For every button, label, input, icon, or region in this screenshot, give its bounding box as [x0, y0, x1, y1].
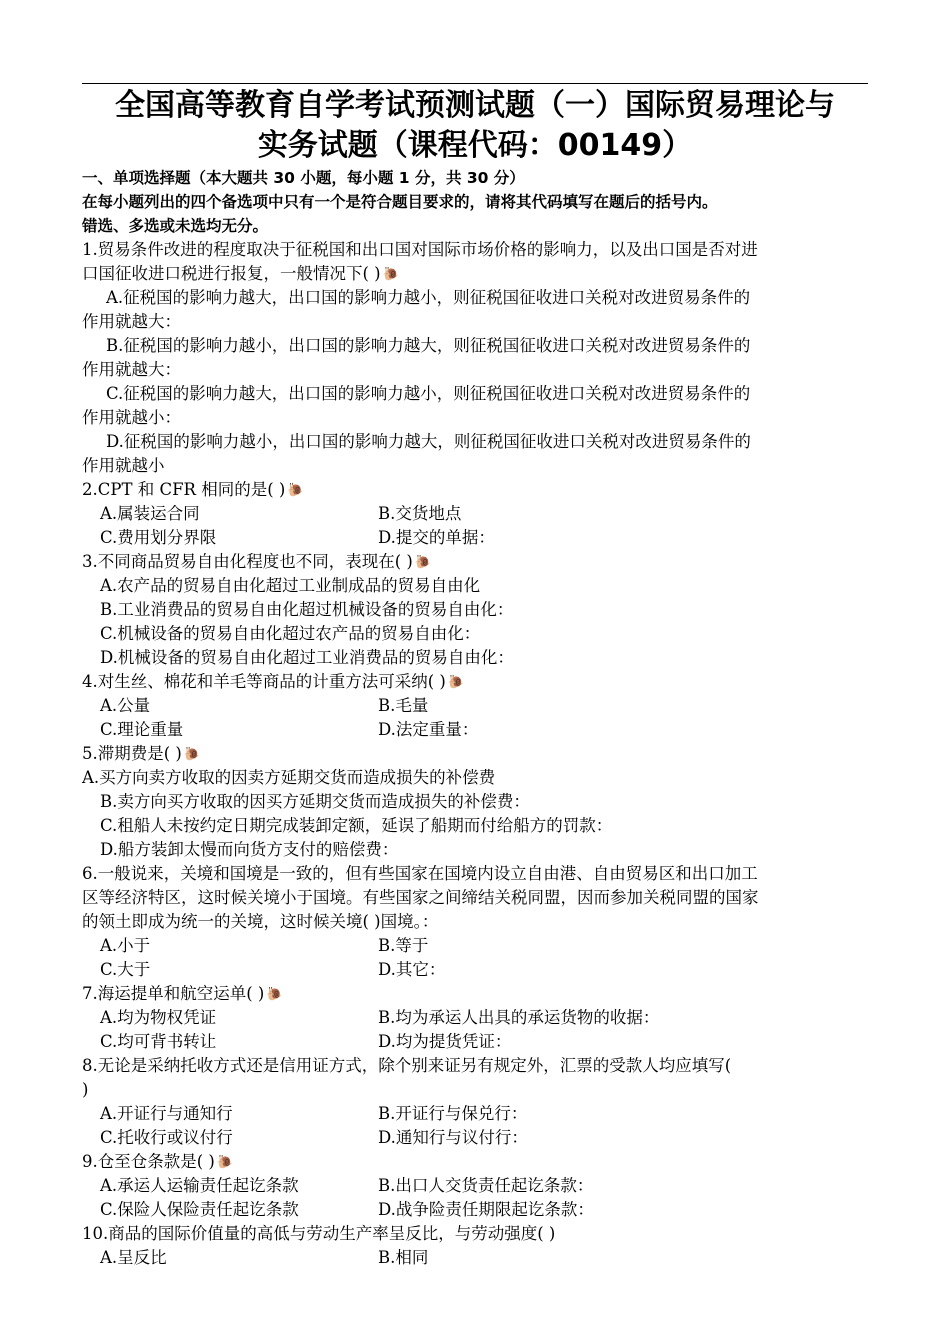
option-a: A.属装运合同 [100, 504, 200, 523]
option-d: D.征税国的影响力越小，出口国的影响力越大，则征税国征收进口关税对改进贸易条件的 [106, 432, 751, 451]
option-row [82, 526, 872, 550]
question-4-stem: 4.对生丝、棉花和羊毛等商品的计重方法可采纳( ) 🐌 [82, 670, 872, 694]
option-a: A.小于 [100, 936, 151, 955]
option-b: B.毛量 [378, 696, 429, 715]
option-row [82, 694, 872, 718]
option-b: B.出口人交货责任起讫条款： [378, 1176, 594, 1195]
page-title-line1: 全国高等教育自学考试预测试题（一）国际贸易理论与 [115, 88, 835, 123]
option-c: C.大于 [100, 960, 151, 979]
option-b: B.相同 [378, 1248, 429, 1267]
option-a: A.征税国的影响力越大，出口国的影响力越小，则征税国征收进口关税对改进贸易条件的 [106, 288, 751, 307]
question-7-stem: 7.海运提单和航空运单( ) 🐌 [82, 982, 872, 1006]
snail-icon: 🐌 [287, 482, 304, 498]
option-a-cont: 作用就越大： [82, 312, 181, 331]
option-c: C.征税国的影响力越大，出口国的影响力越小，则征税国征收进口关税对改进贸易条件的 [106, 384, 751, 403]
exam-content [82, 166, 872, 1270]
option-d: D.通知行与议付行： [378, 1128, 528, 1147]
option-a: A.买方向卖方收取的因卖方延期交货而造成损失的补偿费 [82, 768, 496, 787]
option-d: D.战争险责任期限起讫条款： [378, 1200, 594, 1219]
question-1-stem: 1.贸易条件改进的程度取决于征税国和出口国对国际市场价格的影响力，以及出口国是否对进 [82, 240, 758, 259]
option-row [82, 1102, 872, 1126]
question-8-stem-cont: ) [82, 1080, 89, 1099]
option-a: A.承运人运输责任起讫条款 [100, 1176, 299, 1195]
snail-icon: 🐌 [414, 554, 432, 570]
option-b: B.卖方向买方收取的因买方延期交货而造成损失的补偿费： [100, 792, 530, 811]
option-b: B.征税国的影响力越小，出口国的影响力越大，则征税国征收进口关税对改进贸易条件的 [106, 336, 751, 355]
option-row [82, 1174, 872, 1198]
option-a: A.公量 [100, 696, 151, 715]
option-row [82, 1006, 872, 1030]
option-d: D.均为提货凭证： [378, 1032, 512, 1051]
question-5-stem: 5.滞期费是( ) 🐌 [82, 742, 872, 766]
question-3-stem: 3.不同商品贸易自由化程度也不同，表现在( ) 🐌 [82, 550, 872, 574]
option-c: C.租船人未按约定日期完成装卸定额，延误了船期而付给船方的罚款： [100, 816, 613, 835]
option-c: C.托收行或议付行 [100, 1128, 233, 1147]
option-b: B.均为承运人出具的承运货物的收据： [378, 1008, 660, 1027]
option-a: A.呈反比 [100, 1248, 167, 1267]
option-b: B.交货地点 [378, 504, 462, 523]
option-c: C.均可背书转让 [100, 1032, 217, 1051]
snail-icon: 🐌 [216, 1154, 234, 1170]
option-row [82, 502, 872, 526]
question-2-stem: 2.CPT 和 CFR 相同的是( ) 🐌 [82, 478, 872, 502]
option-d: D.船方装卸太慢而向货方支付的赔偿费： [100, 840, 399, 859]
option-row [82, 958, 872, 982]
option-c-cont: 作用就越小： [82, 408, 181, 427]
question-6-stem: 6.一般说来，关境和国境是一致的，但有些国家在国境内设立自由港、自由贸易区和出口加工 [82, 864, 758, 883]
header-rule [82, 83, 868, 84]
snail-icon: 🐌 [447, 674, 465, 690]
question-6-stem-cont: 的领土即成为统一的关境，这时候关境( )国境。： [82, 912, 439, 931]
option-row [82, 1126, 872, 1150]
option-b-cont: 作用就越大： [82, 360, 181, 379]
snail-icon: 🐌 [382, 266, 399, 282]
snail-icon: 🐌 [183, 746, 201, 762]
snail-icon: 🐌 [266, 986, 283, 1002]
option-d: D.机械设备的贸易自由化超过工业消费品的贸易自由化： [100, 648, 514, 667]
instruction-line: 错选、多选或未选均无分。 [82, 217, 269, 235]
section-heading: 一、单项选择题（本大题共 30 小题，每小题 1 分，共 30 分） [82, 169, 525, 187]
option-b: B.工业消费品的贸易自由化超过机械设备的贸易自由化： [100, 600, 514, 619]
page-title-line2: 实务试题（课程代码：00149） [257, 128, 693, 163]
question-9-stem: 9.仓至仓条款是( ) 🐌 [82, 1150, 872, 1174]
option-b: B.等于 [378, 936, 429, 955]
question-8-stem: 8.无论是采纳托收方式还是信用证方式，除个别来证另有规定外，汇票的受款人均应填写( [82, 1056, 732, 1075]
option-row [82, 1246, 872, 1270]
option-row [82, 1198, 872, 1222]
option-row [82, 934, 872, 958]
question-6-stem-cont: 区等经济特区，这时候关境小于国境。有些国家之间缔结关税同盟，因而参加关税同盟的国家 [82, 888, 759, 907]
option-a: A.农产品的贸易自由化超过工业制成品的贸易自由化 [100, 576, 481, 595]
option-row [82, 1030, 872, 1054]
option-d: D.其它： [378, 960, 446, 979]
question-1-stem-cont: 口国征收进口税进行报复，一般情况下( ) 🐌 [82, 262, 872, 286]
option-a: A.开证行与通知行 [100, 1104, 233, 1123]
option-c: C.理论重量 [100, 720, 184, 739]
option-c: C.机械设备的贸易自由化超过农产品的贸易自由化： [100, 624, 481, 643]
option-d-cont: 作用就越小 [82, 456, 165, 475]
option-b: B.开证行与保兑行： [378, 1104, 528, 1123]
option-row [82, 718, 872, 742]
instruction-line: 在每小题列出的四个备选项中只有一个是符合题目要求的，请将其代码填写在题后的括号内。 [82, 193, 718, 211]
option-c: C.保险人保险责任起讫条款 [100, 1200, 299, 1219]
option-c: C.费用划分界限 [100, 528, 217, 547]
option-d: D.法定重量： [378, 720, 479, 739]
option-a: A.均为物权凭证 [100, 1008, 217, 1027]
question-10-stem: 10.商品的国际价值量的高低与劳动生产率呈反比，与劳动强度( ) [82, 1224, 556, 1243]
option-d: D.提交的单据： [378, 528, 495, 547]
